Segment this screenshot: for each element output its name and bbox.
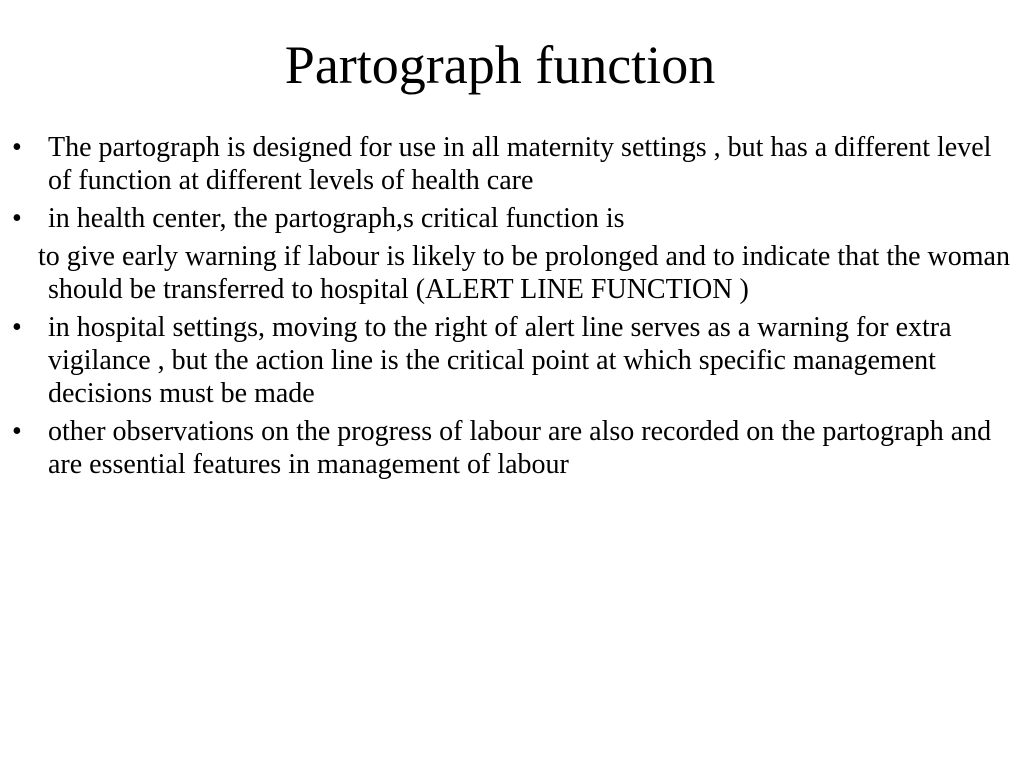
- list-item-text: in hospital settings, moving to the right of alert line serves as a warning for extra vigilance , but the action line is the critical point at which specific management decisions must be made: [48, 312, 952, 409]
- list-item-text: The partograph is designed for use in all maternity settings , but has a different level of function at different levels of health care: [48, 132, 992, 196]
- list-item-text: other observations on the progress of labour are also recorded on the partograph and are essential features in management of labour: [48, 416, 992, 480]
- list-item: [0, 311, 1024, 410]
- bullet-icon: •: [12, 416, 22, 447]
- list-item: [0, 415, 1024, 481]
- list-item: [0, 202, 1024, 235]
- bullet-icon: •: [12, 203, 22, 234]
- slide-title: Partograph function: [284, 35, 716, 95]
- list-item-continuation: [0, 240, 1024, 306]
- list-item: [0, 131, 1024, 197]
- bullet-icon: •: [12, 132, 22, 163]
- list-item-text: in health center, the partograph,s critical function is: [48, 203, 625, 234]
- list-item-text: to give early warning if labour is likely to be prolonged and to indicate that the woman should be transferred to hospital (ALERT LINE FUNCTION ): [38, 241, 1010, 305]
- bullet-list: [0, 131, 1024, 486]
- bullet-icon: •: [12, 312, 22, 343]
